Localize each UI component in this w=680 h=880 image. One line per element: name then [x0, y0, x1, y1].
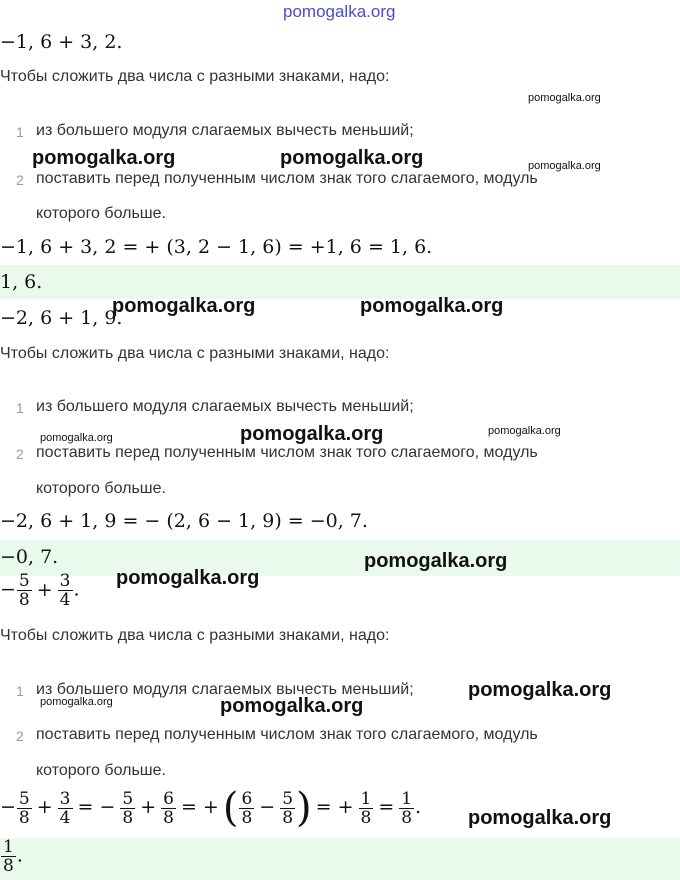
watermark: pomogalka.org — [112, 295, 256, 317]
operator: = − — [77, 796, 116, 818]
watermark: pomogalka.org — [468, 807, 612, 829]
numerator: 5 — [18, 788, 30, 809]
right-paren: ) — [296, 785, 312, 831]
step-2-text-line1: поставить перед полученным числом знак того слагаемого, модуль — [36, 170, 538, 187]
watermark: pomogalka.org — [240, 423, 384, 445]
fraction — [58, 790, 73, 827]
numerator: 5 — [282, 788, 294, 809]
numerator: 5 — [122, 788, 134, 809]
denominator: 4 — [59, 590, 71, 610]
watermark: pomogalka.org — [40, 432, 113, 444]
period: . — [16, 844, 23, 867]
operator: = + — [180, 796, 219, 818]
denominator: 8 — [3, 856, 14, 876]
denominator: 4 — [59, 807, 71, 828]
problem-1-expression: −1, 6 + 3, 2. — [0, 31, 123, 53]
step-1-number: 1 — [16, 400, 24, 416]
operator: + — [36, 578, 53, 601]
problem-3-solution — [0, 785, 422, 831]
numerator: 1 — [360, 788, 372, 809]
denominator: 8 — [241, 807, 253, 828]
watermark: pomogalka.org — [488, 425, 561, 437]
denominator: 8 — [360, 807, 372, 828]
step-1-number: 1 — [16, 124, 24, 140]
fraction — [17, 790, 32, 827]
fraction — [17, 572, 32, 609]
step-1-text: из большего модуля слагаемых вычесть меньший; — [36, 122, 414, 139]
answer-band-3 — [0, 838, 680, 880]
operator: − — [259, 796, 276, 818]
step-2-text-line1: поставить перед полученным числом знак того слагаемого, модуль — [36, 444, 538, 461]
operator: = — [378, 796, 395, 818]
numerator: 1 — [3, 837, 14, 857]
watermark-top: pomogalka.org — [283, 2, 396, 21]
fraction — [58, 572, 73, 609]
fraction — [239, 790, 254, 827]
watermark: pomogalka.org — [528, 92, 601, 104]
fraction — [359, 790, 374, 827]
problem-3-expression — [0, 572, 80, 609]
watermark: pomogalka.org — [528, 160, 601, 172]
problem-3-intro: Чтобы сложить два числа с разными знаками, надо: — [0, 627, 390, 644]
numerator: 6 — [241, 788, 253, 809]
problem-1-answer: 1, 6. — [0, 271, 43, 293]
denominator: 8 — [18, 807, 30, 828]
answer-band-2 — [0, 540, 680, 576]
fraction — [1, 838, 16, 875]
numerator: 6 — [163, 788, 174, 809]
answer-band-1 — [0, 265, 680, 299]
fraction — [399, 790, 414, 827]
problem-2-expression: −2, 6 + 1, 9. — [0, 307, 123, 329]
watermark: pomogalka.org — [280, 147, 424, 169]
period: . — [73, 578, 80, 601]
watermark: pomogalka.org — [116, 567, 260, 589]
step-2-text-line1: поставить перед полученным числом знак того слагаемого, модуль — [36, 726, 538, 743]
step-1-text: из большего модуля слагаемых вычесть меньший; — [36, 398, 414, 415]
sign: − — [0, 578, 16, 601]
step-2-text-line2: которого больше. — [36, 205, 166, 222]
denominator: 8 — [122, 807, 134, 828]
step-2-number: 2 — [16, 172, 24, 188]
step-1-number: 1 — [16, 683, 24, 699]
problem-1-intro: Чтобы сложить два числа с разными знаками, надо: — [0, 68, 390, 85]
denominator: 8 — [163, 807, 174, 828]
watermark: pomogalka.org — [220, 695, 364, 717]
fraction — [280, 790, 295, 827]
step-2-number: 2 — [16, 728, 24, 744]
numerator: 5 — [18, 571, 30, 591]
problem-3-answer — [0, 838, 23, 875]
fraction — [120, 790, 135, 827]
numerator: 1 — [401, 788, 413, 809]
step-2-number: 2 — [16, 446, 24, 462]
step-2-text-line2: которого больше. — [36, 480, 166, 497]
denominator: 8 — [18, 590, 30, 610]
numerator: 3 — [59, 788, 71, 809]
watermark: pomogalka.org — [468, 679, 612, 701]
left-paren: ( — [222, 785, 239, 831]
watermark: pomogalka.org — [40, 696, 113, 708]
problem-1-solution: −1, 6 + 3, 2 = + (3, 2 − 1, 6) = +1, 6 = 1, 6. — [0, 236, 433, 258]
period: . — [415, 796, 422, 818]
denominator: 8 — [282, 807, 294, 828]
numerator: 3 — [59, 571, 71, 591]
denominator: 8 — [401, 807, 413, 828]
watermark: pomogalka.org — [360, 295, 504, 317]
watermark: pomogalka.org — [364, 550, 508, 572]
problem-2-intro: Чтобы сложить два числа с разными знаками, надо: — [0, 345, 390, 362]
problem-2-answer: −0, 7. — [0, 546, 59, 568]
problem-2-solution: −2, 6 + 1, 9 = − (2, 6 − 1, 9) = −0, 7. — [0, 510, 368, 532]
watermark: pomogalka.org — [32, 147, 176, 169]
step-1-text: из большего модуля слагаемых вычесть меньший; — [36, 681, 414, 698]
operator: + — [36, 796, 53, 818]
step-2-text-line2: которого больше. — [36, 762, 166, 779]
operator: = + — [315, 796, 354, 818]
sign: − — [0, 796, 16, 818]
fraction — [161, 790, 176, 827]
operator: + — [140, 796, 157, 818]
